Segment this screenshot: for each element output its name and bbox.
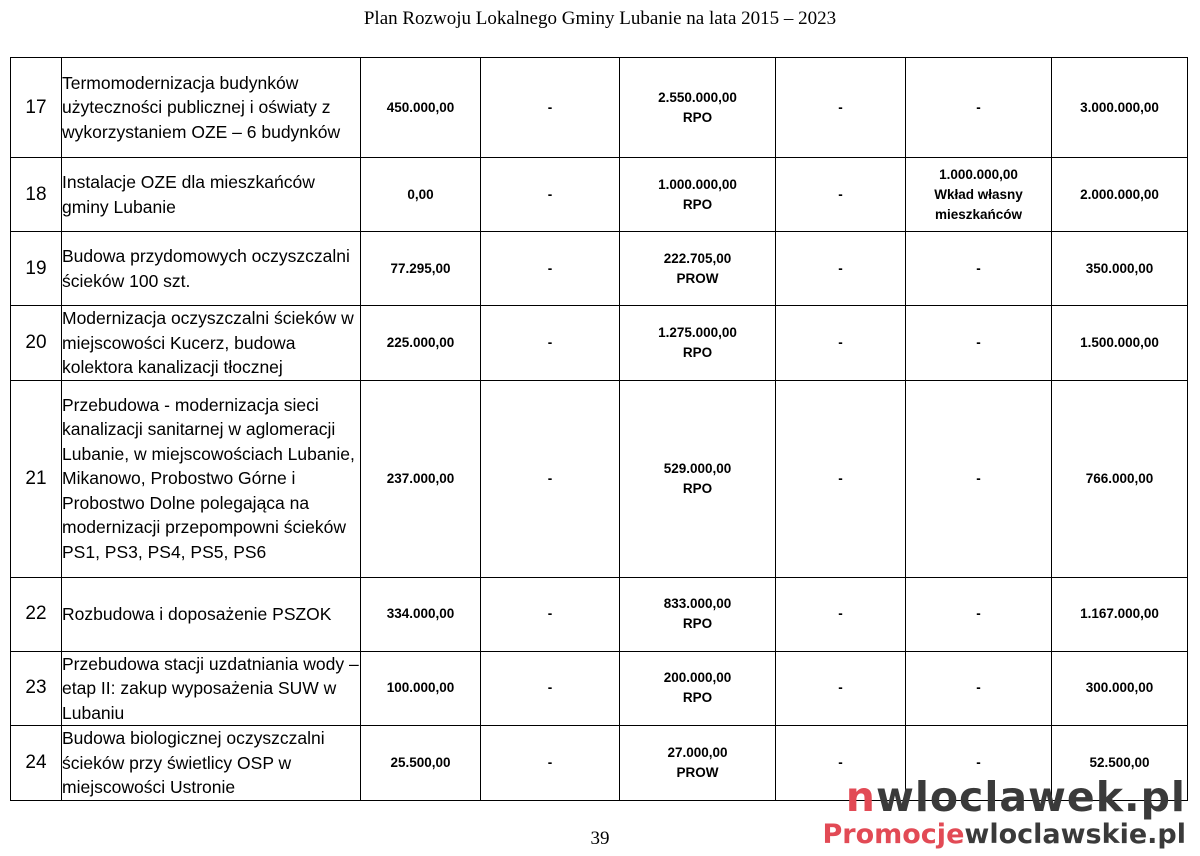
funding-cell-4-value: - — [838, 754, 843, 770]
page-number: 39 — [590, 828, 610, 849]
task-name-value: Przebudowa stacji uzdatniania wody – etap II: zakup wyposażenia SUW w Lubaniu — [62, 653, 359, 723]
total-cell-value: 52.500,00 — [1089, 754, 1150, 770]
funding-cell-2 — [481, 232, 620, 306]
other-funds-cell — [906, 577, 1052, 651]
external-funds-cell-value: 200.000,00 — [663, 670, 732, 686]
funding-source: RPO — [682, 690, 713, 706]
funding-cell-2 — [481, 651, 620, 726]
own-funds-cell — [361, 306, 481, 381]
row-number — [11, 58, 62, 158]
watermark-logo: nwloclawek.pl Promocjewloclawskie.pl — [822, 773, 1186, 850]
funding-cell-2-value: - — [547, 186, 553, 202]
task-name — [62, 306, 361, 381]
total-cell-value: 350.000,00 — [1085, 260, 1154, 276]
funding-cell-4-value: - — [838, 260, 843, 276]
task-name — [62, 158, 361, 232]
own-funds-cell — [361, 380, 481, 577]
funding-cell-4 — [776, 577, 906, 651]
own-funds-cell — [361, 232, 481, 306]
external-funds-cell — [620, 158, 776, 232]
funding-cell-4-value: - — [838, 186, 843, 202]
other-funds-cell-value: - — [976, 606, 981, 621]
external-funds-cell-value: 1.000.000,00 — [658, 176, 737, 192]
funding-source: RPO — [682, 616, 713, 631]
funding-source: RPO — [682, 196, 713, 212]
total-cell-value: 2.000.000,00 — [1080, 186, 1159, 202]
funding-cell-4 — [776, 651, 906, 726]
other-funds-cell — [906, 380, 1052, 577]
funding-cell-2 — [481, 380, 620, 577]
table-row — [11, 306, 1188, 381]
total-cell — [1052, 651, 1188, 726]
external-funds-cell-value: 27.000,00 — [667, 744, 728, 760]
own-funds-cell — [361, 726, 481, 801]
task-name-value: Modernizacja oczyszczalni ścieków w miejscowości Kucerz, budowa kolektora kanalizacji tłocznej — [62, 308, 354, 377]
own-funds-cell-value: 25.500,00 — [390, 754, 451, 770]
total-cell — [1052, 158, 1188, 232]
row-number-value: 17 — [25, 96, 47, 118]
task-name-value: Termomodernizacja budynków użyteczności publicznej i oświaty z wykorzystaniem OZE – 6 budynków — [62, 72, 341, 142]
funding-cell-4-value: - — [838, 680, 843, 696]
external-funds-cell — [620, 232, 776, 306]
funding-source: RPO — [682, 480, 713, 496]
row-number-value: 23 — [25, 677, 47, 699]
other-funds-cell-value: - — [976, 754, 981, 770]
other-funds-cell — [906, 232, 1052, 306]
task-name — [62, 651, 361, 726]
external-funds-cell — [620, 380, 776, 577]
funding-cell-4 — [776, 158, 906, 232]
other-funds-cell-value: - — [976, 99, 981, 115]
funding-cell-2 — [481, 58, 620, 158]
task-name — [62, 232, 361, 306]
total-cell-value: 766.000,00 — [1085, 470, 1154, 486]
investment-table — [10, 57, 1188, 801]
row-number — [11, 577, 62, 651]
other-funds-cell-value: - — [976, 260, 981, 276]
task-name-value: Budowa przydomowych oczyszczalni ścieków 100 szt. — [62, 246, 350, 291]
other-funds-cell — [906, 158, 1052, 232]
table-row — [11, 577, 1188, 651]
other-funds-cell — [906, 306, 1052, 381]
row-number-value: 19 — [25, 257, 47, 279]
row-number — [11, 726, 62, 801]
row-number-value: 24 — [25, 751, 47, 773]
task-name — [62, 577, 361, 651]
table-row — [11, 232, 1188, 306]
own-funds-cell-value: 450.000,00 — [386, 99, 455, 115]
total-cell — [1052, 232, 1188, 306]
own-funds-cell-value: 77.295,00 — [390, 260, 451, 276]
funding-cell-2 — [481, 158, 620, 232]
total-cell-value: 1.500.000,00 — [1080, 334, 1159, 350]
task-name-value: Rozbudowa i doposażenie PSZOK — [62, 603, 332, 624]
own-funds-cell-value: 0,00 — [407, 186, 434, 202]
other-funds-cell-value: - — [976, 680, 981, 696]
funding-cell-4 — [776, 306, 906, 381]
other-funds-cell-value: - — [976, 334, 981, 350]
row-number — [11, 380, 62, 577]
row-number-value: 22 — [25, 603, 47, 624]
funding-cell-2 — [481, 577, 620, 651]
task-name-value: Budowa biologicznej oczyszczalni ścieków przy świetlicy OSP w miejscowości Ustronie — [62, 728, 325, 797]
external-funds-cell — [620, 651, 776, 726]
row-number — [11, 232, 62, 306]
row-number — [11, 158, 62, 232]
funding-source: Wkład własny mieszkańców — [934, 186, 1023, 222]
total-cell — [1052, 577, 1188, 651]
external-funds-cell-value: 222.705,00 — [663, 250, 732, 266]
row-number — [11, 306, 62, 381]
funding-cell-4-value: - — [838, 470, 843, 486]
funding-cell-4 — [776, 58, 906, 158]
total-cell-value: 3.000.000,00 — [1080, 99, 1159, 115]
own-funds-cell — [361, 651, 481, 726]
table-body — [11, 58, 1188, 801]
own-funds-cell — [361, 158, 481, 232]
task-name — [62, 380, 361, 577]
external-funds-cell — [620, 577, 776, 651]
task-name — [62, 726, 361, 801]
total-cell — [1052, 58, 1188, 158]
own-funds-cell-value: 237.000,00 — [386, 470, 455, 486]
row-number — [11, 651, 62, 726]
funding-cell-4 — [776, 232, 906, 306]
row-number-value: 20 — [25, 331, 47, 353]
funding-source: PROW — [676, 764, 719, 780]
funding-cell-4-value: - — [838, 99, 843, 115]
other-funds-cell — [906, 58, 1052, 158]
external-funds-cell — [620, 726, 776, 801]
funding-source: RPO — [682, 109, 713, 125]
funding-cell-2-value: - — [547, 754, 553, 770]
table-row — [11, 158, 1188, 232]
own-funds-cell-value: 100.000,00 — [386, 680, 455, 696]
external-funds-cell-value: 2.550.000,00 — [658, 89, 737, 105]
table-row — [11, 380, 1188, 577]
funding-cell-4 — [776, 380, 906, 577]
total-cell — [1052, 380, 1188, 577]
task-name — [62, 58, 361, 158]
funding-cell-2 — [481, 306, 620, 381]
document-header: Plan Rozwoju Lokalnego Gminy Lubanie na lata 2015 – 2023 — [363, 8, 837, 29]
funding-source: RPO — [682, 344, 713, 360]
table-row — [11, 651, 1188, 726]
other-funds-cell-value: 1.000.000,00 — [939, 166, 1018, 182]
external-funds-cell-value: 833.000,00 — [663, 596, 732, 611]
funding-cell-2-value: - — [547, 334, 553, 350]
funding-cell-2 — [481, 726, 620, 801]
external-funds-cell — [620, 58, 776, 158]
task-name-value: Instalacje OZE dla mieszkańców gminy Lubanie — [62, 172, 315, 217]
other-funds-cell-value: - — [976, 470, 981, 486]
task-name-value: Przebudowa - modernizacja sieci kanalizacji sanitarnej w aglomeracji Lubanie, w miejscowościach Lubanie, Mikanowo, Probostwo Górne i Probostwo Dolne polegająca na modernizacji przepompowni ścieków PS1, PS3, PS4, PS5, PS6 — [62, 394, 355, 562]
funding-cell-4-value: - — [838, 334, 843, 350]
funding-cell-2-value: - — [547, 680, 553, 696]
funding-cell-2-value: - — [547, 99, 553, 115]
total-cell-value: 300.000,00 — [1085, 680, 1154, 696]
table-row — [11, 58, 1188, 158]
row-number-value: 21 — [25, 467, 47, 489]
funding-cell-2-value: - — [547, 470, 553, 486]
funding-cell-2-value: - — [547, 260, 553, 276]
external-funds-cell-value: 529.000,00 — [663, 460, 732, 476]
own-funds-cell-value: 334.000,00 — [386, 606, 455, 621]
external-funds-cell — [620, 306, 776, 381]
own-funds-cell — [361, 577, 481, 651]
own-funds-cell — [361, 58, 481, 158]
other-funds-cell — [906, 651, 1052, 726]
funding-cell-4-value: - — [838, 606, 843, 621]
total-cell — [1052, 306, 1188, 381]
funding-source: PROW — [676, 270, 719, 286]
own-funds-cell-value: 225.000,00 — [386, 334, 455, 350]
row-number-value: 18 — [25, 183, 47, 205]
external-funds-cell-value: 1.275.000,00 — [658, 324, 737, 340]
funding-cell-2-value: - — [547, 606, 553, 621]
total-cell-value: 1.167.000,00 — [1080, 606, 1159, 621]
